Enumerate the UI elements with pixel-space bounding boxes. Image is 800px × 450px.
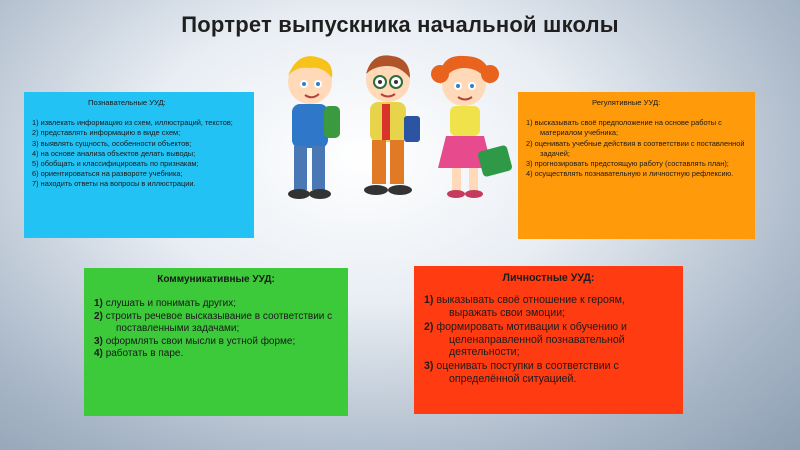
item-text: формировать мотивации к обучению и целенаправленной познавательной деятельности; bbox=[436, 321, 627, 359]
list-item bbox=[92, 348, 340, 360]
item-text: работать в паре. bbox=[105, 348, 184, 360]
list-item: 3) выявлять сущность, особенности объектов; bbox=[32, 138, 192, 148]
girl-with-bag-icon bbox=[431, 56, 513, 198]
list-item: 2) оценивать учебные действия в соответствии с поставленной задачей; bbox=[526, 138, 745, 158]
regulatory-uud-heading: Регулятивные УУД: bbox=[592, 98, 661, 107]
cognitive-uud-box bbox=[24, 92, 254, 238]
list-item: 1) извлекать информацию из схем, иллюстраций, текстов; bbox=[32, 118, 233, 128]
item-text: строить речевое высказывание в соответствии с поставленными задачами; bbox=[105, 310, 333, 335]
list-item bbox=[422, 360, 675, 385]
item-text: оценивать поступки в соответствии с определённой ситуацией. bbox=[436, 360, 619, 385]
item-number: 2) bbox=[424, 321, 434, 334]
item-number: 4) bbox=[94, 348, 103, 360]
item-text: оформлять свои мысли в устной форме; bbox=[105, 335, 296, 347]
item-number: 3) bbox=[424, 360, 434, 373]
list-item: 6) ориентироваться на развороте учебника; bbox=[32, 169, 183, 179]
item-number: 1) bbox=[94, 298, 103, 310]
item-text: слушать и понимать других; bbox=[105, 298, 236, 310]
item-number: 1) bbox=[424, 294, 434, 307]
list-item bbox=[92, 336, 340, 348]
school-children-illustration bbox=[268, 44, 518, 214]
cognitive-uud-heading: Познавательные УУД: bbox=[88, 98, 166, 107]
list-item: 5) обобщать и классифицировать по признакам; bbox=[32, 159, 199, 169]
item-number: 2) bbox=[94, 310, 103, 322]
list-item bbox=[422, 294, 675, 319]
personal-uud-box bbox=[414, 266, 683, 414]
item-number: 3) bbox=[94, 335, 103, 347]
list-item bbox=[422, 321, 675, 358]
regulatory-uud-box bbox=[518, 92, 755, 239]
communicative-uud-heading: Коммуникативные УУД: bbox=[157, 274, 275, 285]
list-item bbox=[92, 311, 340, 336]
boy-with-backpack-icon bbox=[288, 56, 340, 199]
communicative-uud-box bbox=[84, 268, 348, 416]
boy-with-glasses-icon bbox=[364, 55, 420, 195]
item-text: выказывать своё отношение к героям, выражать свои эмоции; bbox=[436, 294, 625, 319]
list-item: 4) на основе анализа объектов делать выводы; bbox=[32, 148, 196, 158]
list-item: 4) осуществлять познавательную и личностную рефлексию. bbox=[526, 169, 734, 179]
slide-title: Портрет выпускника начальной школы bbox=[181, 12, 619, 37]
list-item: 2) представлять информацию в виде схем; bbox=[32, 128, 181, 138]
list-item bbox=[92, 298, 340, 310]
list-item: 7) находить ответы на вопросы в иллюстрации. bbox=[32, 179, 196, 189]
personal-uud-heading: Личностные УУД: bbox=[502, 272, 595, 284]
list-item: 1) высказывать своё предположение на основе работы с материалом учебника; bbox=[526, 118, 722, 138]
list-item: 3) прогнозировать предстоящую работу (составлять план); bbox=[526, 159, 729, 169]
